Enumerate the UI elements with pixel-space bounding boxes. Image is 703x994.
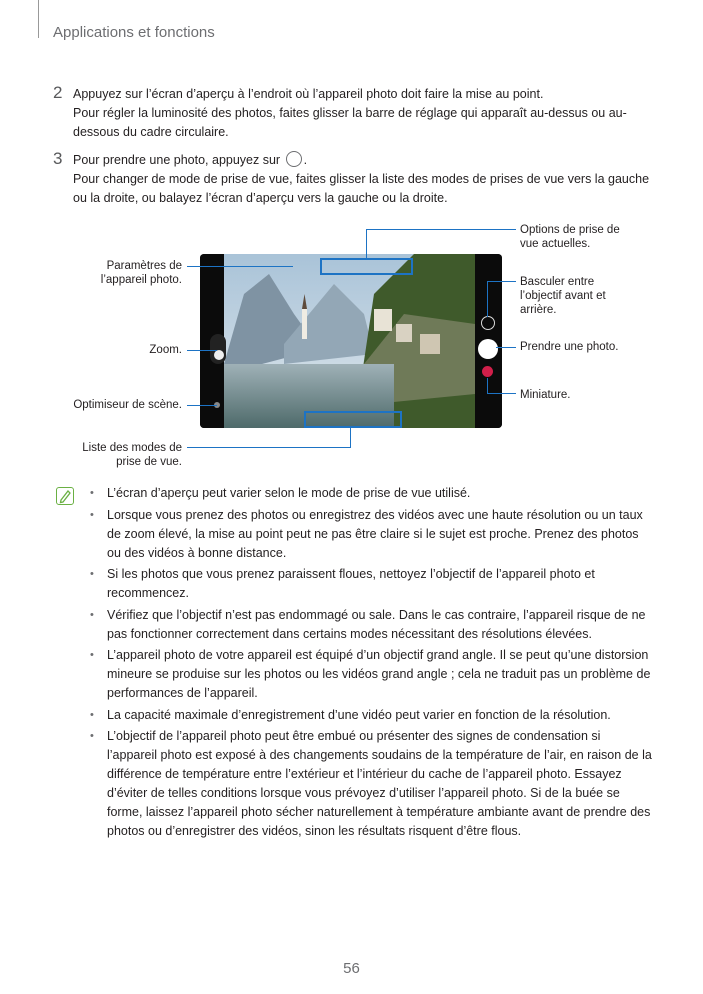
modes-highlight bbox=[304, 411, 402, 428]
callout-line bbox=[366, 229, 367, 259]
list-item: • L’écran d’aperçu peut varier selon le mode de prise de vue utilisé. bbox=[90, 484, 652, 503]
list-item: • La capacité maximale d’enregistrement d’une vidéo peut varier en fonction de la résolution. bbox=[90, 706, 652, 725]
callout-scene: Optimiseur de scène. bbox=[73, 399, 182, 411]
note-icon bbox=[56, 487, 74, 505]
callout-line bbox=[350, 428, 351, 448]
step-text-part: Pour prendre une photo, appuyez sur bbox=[73, 153, 281, 167]
list-item: • Vérifiez que l’objectif n’est pas endommagé ou sale. Dans le cas contraire, l’appareil risque de ne pas fonctionner correctement dans certains modes nécessitant des résolutions élevées. bbox=[90, 606, 652, 644]
options-highlight bbox=[320, 258, 413, 275]
callout-modes: Liste des modes de prise de vue. bbox=[82, 442, 182, 468]
shutter-icon bbox=[286, 151, 302, 167]
callout-zoom: Zoom. bbox=[149, 344, 182, 356]
callout-thumbnail: Miniature. bbox=[520, 389, 571, 401]
callout-options: Options de prise de vue actuelles. bbox=[520, 224, 620, 250]
step-3 bbox=[53, 151, 653, 208]
callout-line bbox=[187, 447, 351, 448]
step-text: Appuyez sur l’écran d’aperçu à l’endroit où l’appareil photo doit faire la mise au point. bbox=[73, 87, 544, 101]
callout-line bbox=[187, 405, 217, 406]
zoom-icon[interactable] bbox=[214, 350, 224, 360]
callout-line bbox=[487, 281, 516, 282]
list-item: • L’objectif de l’appareil photo peut être embué ou présenter des signes de condensation si l’appareil photo est exposé à des changements soudains de la température de l’air, en raison de la différence de température entre l’extérieur et l’intérieur du cache de l’appareil photo. Essayez d’éviter de telles conditions lorsque vous prévoyez d’utiliser l’appareil photo. Si de la buée se forme, laissez l’appareil photo sécher naturellement à température ambiante avant de prendre des photos ou d’enregistrer des vidéos, sinon les résultats risquent d’être flous. bbox=[90, 727, 652, 841]
step-text: Pour régler la luminosité des photos, faites glisser la barre de réglage qui apparaît au-dessus ou au-dessous du cadre circulaire. bbox=[73, 106, 627, 139]
shutter-button[interactable] bbox=[478, 339, 498, 359]
notes-list bbox=[90, 484, 652, 844]
thumbnail-icon[interactable] bbox=[482, 366, 493, 377]
list-item: • L’appareil photo de votre appareil est équipé d’un objectif grand angle. Il se peut qu’une distorsion mineure se produise sur les photos ou les vidéos grand angle ; cela ne traduit pas un problème de performances de l’appareil. bbox=[90, 646, 652, 703]
camera-preview-screenshot bbox=[200, 254, 502, 428]
header-rule bbox=[38, 0, 39, 38]
callout-settings: Paramètres de l’appareil photo. bbox=[100, 260, 182, 286]
list-item: • Lorsque vous prenez des photos ou enregistrez des vidéos avec une haute résolution ou un taux de zoom élevé, la mise au point peut ne pas être claire si le sujet est proche. Prenez des photos ou des vidéos à bonne distance. bbox=[90, 506, 652, 563]
step-number: 2 bbox=[53, 83, 63, 102]
callout-line bbox=[487, 281, 488, 317]
callout-line bbox=[496, 347, 516, 348]
page-number: 56 bbox=[343, 960, 360, 977]
callout-line bbox=[187, 350, 217, 351]
preview-image bbox=[224, 254, 475, 428]
switch-camera-icon[interactable] bbox=[481, 316, 495, 330]
callout-take-photo: Prendre une photo. bbox=[520, 341, 619, 353]
callout-line bbox=[187, 266, 293, 267]
callout-line bbox=[487, 393, 516, 394]
step-2 bbox=[53, 85, 653, 142]
callout-line bbox=[366, 229, 516, 230]
callout-switch: Basculer entre l’objectif avant et arrière. bbox=[520, 276, 606, 316]
list-item: • Si les photos que vous prenez paraissent floues, nettoyez l’objectif de l’appareil photo et recommencez. bbox=[90, 565, 652, 603]
page-header: Applications et fonctions bbox=[53, 24, 215, 41]
step-text-part: . bbox=[303, 153, 308, 167]
callout-line bbox=[487, 378, 488, 394]
step-text bbox=[73, 151, 653, 170]
step-number: 3 bbox=[53, 149, 63, 168]
step-text: Pour changer de mode de prise de vue, faites glisser la liste des modes de prises de vue vers la gauche ou la droite, ou balayez l’écran d’aperçu vers la gauche ou la droite. bbox=[73, 172, 650, 205]
